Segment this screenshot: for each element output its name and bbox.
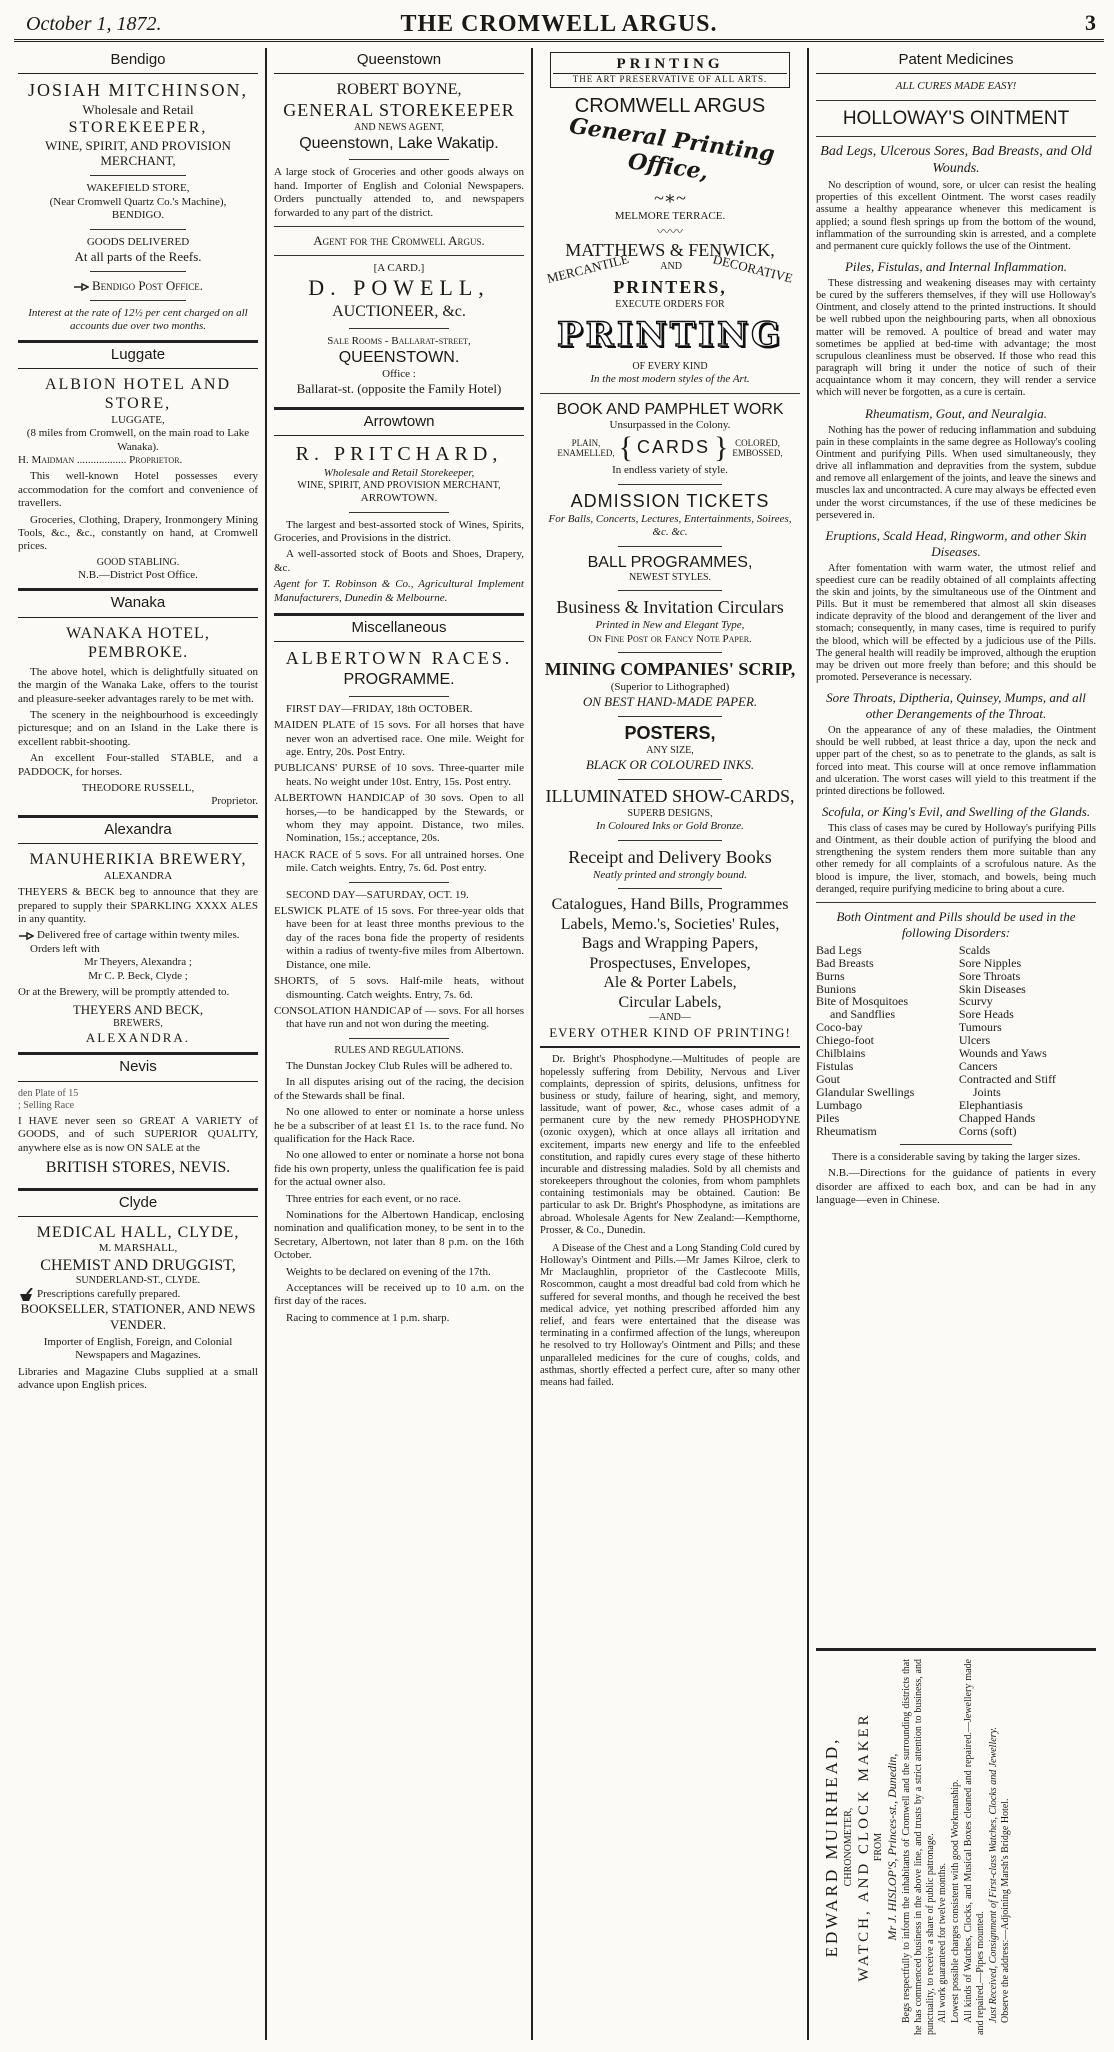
disorder-item: Scalds [958, 942, 991, 957]
cards-block: PLAIN, ENAMELLED, { CARDS } COLORED, EMBOSSED, [557, 431, 783, 465]
disorder-item: and Sandflies [830, 1007, 895, 1022]
ad-line: CHEMIST AND DRUGGIST, [40, 1256, 236, 1274]
race-entry: CONSOLATION HANDICAP of — sovs. For all horses that have run and not won during the meeting. [274, 1004, 524, 1031]
ad-line: D. POWELL, [308, 275, 490, 301]
column-rule [265, 48, 267, 2040]
ad-line: An excellent Four-stalled STABLE, and a PADDOCK, for horses. [18, 752, 258, 778]
ad-line: Orders left with [30, 942, 100, 955]
ad-line: Agent for the Cromwell Argus. [313, 233, 485, 249]
ad-line: NEWEST STYLES. [628, 572, 712, 584]
section-heading: Arrowtown [274, 407, 524, 436]
ad-line: BLACK OR COLOURED INKS. [585, 757, 755, 773]
ad-line: Importer of English, Foreign, and Colonial Newspapers and Magazines. [43, 1335, 233, 1362]
ad-line: Observe the address:—Adjoining Marsh's Bridge Hotel. [1000, 1798, 1012, 2023]
ad-holloway [816, 48, 1096, 1208]
ad-clyde [18, 1188, 258, 1393]
advertiser-name: ROBERT BOYNE, [336, 81, 462, 99]
rule-line: No one allowed to enter or nominate a horse unless he be a subscriber of at least £1 1s. to the race fund. No qualification for the Hack Race. [274, 1106, 524, 1145]
disorder-item: Chapped Hands [958, 1111, 1036, 1126]
ad-line: Agent for T. Robinson & Co., Agricultural Implement Manufacturers, Dunedin & Melbourne. [274, 578, 524, 604]
ad-line: OF EVERY KIND [632, 360, 708, 372]
ad-line: H. Maidman .................. Proprietor. [18, 454, 183, 467]
rule-line: Racing to commence at 1 p.m. sharp. [286, 1311, 450, 1324]
disorder-item: Elephantiasis [958, 1098, 1023, 1113]
ad-line: Lowest possible charges consistent with good Workmanship. [950, 1779, 962, 2023]
ad-fragment: ; Selling Race [18, 1099, 75, 1111]
pointing-hand-icon [18, 930, 34, 942]
advertiser-name: JOSIAH MITCHINSON, [27, 80, 248, 101]
ad-subheading: Both Ointment and Pills should be used in the following Disorders: [836, 908, 1076, 940]
ad-line: Ballarat-st. (opposite the Family Hotel) [296, 381, 502, 397]
ad-line: Queenstown, Lake Wakatip. [299, 134, 499, 152]
ad-line: BENDIGO. [111, 209, 165, 222]
ad-line: Delivered free of cartage within twenty miles. [18, 929, 258, 942]
rotated-ad [816, 1651, 1096, 2040]
ad-line: WINE, SPIRIT, AND PROVISION MERCHANT, [45, 137, 231, 169]
ad-line: In endless variety of style. [612, 464, 728, 477]
ad-luggate [18, 340, 258, 583]
ad-line: ON BEST HAND-MADE PAPER. [582, 694, 758, 710]
rule-line: Weights to be declared on evening of the 17th. [286, 1265, 491, 1278]
ad-line: BOOK AND PAMPHLET WORK [556, 400, 784, 418]
ad-line: ALEXANDRA [103, 869, 173, 882]
advertiser-name: MANUHERIKIA BREWERY, [29, 851, 247, 869]
ad-line: Or at the Brewery, will be promptly attended to. [18, 985, 230, 998]
ad-line: Groceries, Clothing, Drapery, Ironmongery Mining Tools, &c., &c., constantly on hand, at Cromwell prices. [18, 513, 258, 553]
ad-line: Unsurpassed in the Colony. [609, 419, 731, 432]
ad-line: MERCANTILE AND DECORATIVE [545, 251, 795, 287]
ad-line: MATTHEWS & FENWICK, [565, 239, 775, 260]
ad-line: Receipt and Delivery Books [568, 846, 772, 867]
news-paragraph: Dr. Bright's Phosphodyne.—Multitudes of people are hopelessly suffering from Debility, Nervous and Liver complaints, depression of spirits, delusions, unfitness for business or study, failure of hearing, sight, and memory, lassitude, want of power, &c., whose cases admit of a permanent cure by the new remedy PHOSPHODYNE (ozonic oxygen), which at once allays all irritation and excitement, imparts new energy and life to the enfeebled constitution, and rapidly cures every stage of these hitherto incurable and distressing maladies. Sold by all chemists and storekeepers throughout the colonies, from whom pamphlets containing testimonials may be obtained. Caution: Be particular to ask Dr. Bright's Phosphodyne, as imitations are abroad. Wholesale Agents for New Zealand:—Kempthorne, Prosser, & Co., Dunedin. [540, 1054, 800, 1236]
page-number: 3 [1085, 10, 1096, 35]
ad-line: Just Received, Consignment of First-class Watches, Clocks and Jewellery. [987, 1727, 999, 2023]
disorders-list [816, 944, 1096, 1138]
ad-line: BALL PROGRAMMES, [587, 553, 753, 571]
ad-line: FIRST DAY—FRIDAY, 18th OCTOBER. [286, 702, 473, 715]
ad-line: POSTERS, [624, 723, 716, 744]
masthead [14, 6, 1104, 42]
disorder-item: Scurvy [958, 994, 993, 1009]
section-heading: Clyde [18, 1188, 258, 1217]
ad-line: The largest and best-assorted stock of Wines, Spirits, Groceries, and Provisions in the district. [274, 518, 524, 544]
disorder-item: Gout [816, 1072, 840, 1087]
ad-paragraph: No description of wound, sore, or ulcer can resist the healing properties of this excellent Ointment. The worst cases readily assume a healthy appearance whenever this medicament is applied; a sound flesh springs up from the bottom of the wound, inflammation of the surrounding skin is arrested, and a complete and permanent cure quickly follows the use of the Ointment. [816, 180, 1096, 252]
newspaper-title: THE CROMWELL ARGUS. [400, 11, 718, 37]
race-entry: HACK RACE of 5 sovs. For all untrained horses. One mile. Catch weights. Entry, 7s. 6d. Post entry. [274, 848, 524, 875]
ad-line: (Near Cromwell Quartz Co.'s Machine), [49, 195, 227, 208]
disorder-item: Skin Diseases [958, 981, 1026, 996]
ad-line: MELMORE TERRACE. [614, 210, 726, 223]
issue-date: October 1, 1872. [26, 13, 162, 35]
ad-line: Proprietor. [211, 795, 258, 808]
advertiser-name: R. PRITCHARD, [295, 443, 503, 466]
column-4 [810, 48, 1102, 2040]
disorder-item: Joints [972, 1085, 1001, 1100]
rule-line: Three entries for each event, or no race. [286, 1192, 461, 1205]
disorder-item: Bad Breasts [816, 955, 874, 970]
ad-line: Printed in New and Elegant Type, [595, 619, 745, 632]
ad-paragraph: On the appearance of any of these maladies, the Ointment should be well rubbed, at least thrice a day, upon the neck and upper part of the chest, so as to penetrate to the glands, as salt is forced into meat. This course will at once remove inflammation and ulceration. The worst cases will yield to this treatment if the printed directions be followed. [816, 725, 1096, 797]
ad-line: RULES AND REGULATIONS. [334, 1044, 464, 1056]
column-rule [531, 48, 533, 2040]
ad-subheading: Piles, Fistulas, and Internal Inflammation. [844, 259, 1068, 275]
ad-line: GOODS DELIVERED [86, 235, 190, 248]
ad-line: (8 miles from Cromwell, on the main road to Lake Wanaka). [26, 427, 250, 453]
column-3 [534, 48, 806, 2040]
ad-line: CHRONOMETER, [842, 1807, 854, 1887]
disorder-item: Corns (soft) [958, 1124, 1017, 1139]
section-heading: Patent Medicines [816, 48, 1096, 74]
ad-line: Wholesale and Retail [82, 102, 194, 118]
advertiser-name: MEDICAL HALL, CLYDE, [36, 1223, 240, 1241]
disorder-item: Wounds and Yaws [958, 1046, 1047, 1061]
ad-line: SECOND DAY—SATURDAY, OCT. 19. [286, 888, 469, 901]
ad-line: General Printing Office, [567, 112, 777, 185]
ad-line: BREWERS, [113, 1018, 163, 1030]
ad-alexandra [18, 815, 258, 1046]
race-entry: ALBERTOWN HANDICAP of 30 sovs. Open to all horses,—to be handicapped by the Stewards, or whom they may appoint. Distance, two miles. Nomination, 15s.; acceptance, 20s. [274, 792, 524, 845]
ad-line: SUNDERLAND-ST., CLYDE. [75, 1275, 201, 1287]
ad-line: The scenery in the neighbourhood is exceedingly picturesque; and on an Island in the Lake there is excellent rabbit-shooting. [18, 709, 258, 748]
ad-subheading: Eruptions, Scald Head, Ringworm, and other Skin Diseases. [825, 527, 1087, 559]
ad-line: ADMISSION TICKETS [570, 490, 770, 511]
section-heading: Alexandra [18, 815, 258, 844]
disorder-item: Tumours [958, 1020, 1002, 1035]
race-entry: MAIDEN PLATE of 15 sovs. For all horses that have never won an advertised race. One mile. Weight for age. Entry, 20s. Post Entry. [274, 719, 524, 758]
ad-line: PROGRAMME. [343, 671, 455, 689]
ad-paragraph: Nothing has the power of reducing inflammation and subduing pain in these complaints in the same degree as Holloway's cooling Ointment and purifying Pills. When used simultaneously, they drive all inflammation and depravities from the system, subdue and remove all enlargement of the joints, and leave the sinews and muscles lax and uncontracted. A cure may always be effected even under the worst circumstances, if the use of these medicines be persevered in. [816, 424, 1096, 521]
disorder-item: Sore Throats [958, 968, 1021, 983]
ad-title: HOLLOWAY'S OINTMENT [842, 107, 1070, 129]
disorder-item: Coco-bay [816, 1020, 863, 1035]
ad-line: QUEENSTOWN. [338, 349, 460, 367]
ad-line: PRINTERS, [613, 277, 727, 298]
ad-line: The above hotel, which is delightfully situated on the margin of the Wanaka Lake, offers to the tourist and pleasure-seeker advantages rarely to be met with. [18, 665, 258, 705]
ad-line: WATCH, AND CLOCK MAKER [855, 1712, 872, 1982]
advertiser-name: ALBION HOTEL AND STORE, [44, 375, 232, 413]
ornament: ~∗~ [654, 188, 686, 209]
ad-line: CROMWELL ARGUS [574, 95, 766, 118]
ad-line: —AND— [649, 1012, 691, 1024]
ad-subheading: Scofula, or King's Evil, and Swelling of the Glands. [821, 804, 1091, 820]
section-heading: Wanaka [18, 588, 258, 617]
ad-line: Labels, Memo.'s, Societies' Rules, [560, 915, 780, 933]
disorders-list-left [816, 944, 953, 1138]
ad-line: FROM [873, 1832, 885, 1862]
disorder-item: Fistulas [816, 1059, 854, 1074]
disorder-item: Contracted and Stiff [958, 1072, 1056, 1087]
ad-line: N.B.—District Post Office. [78, 569, 198, 582]
section-heading: Bendigo [18, 48, 258, 74]
ad-line: Bendigo Post Office. [18, 278, 258, 294]
disorder-item: Chiego-foot [816, 1033, 874, 1048]
ad-line: EXECUTE ORDERS FOR [615, 299, 725, 311]
section-heading: Miscellaneous [274, 613, 524, 642]
ad-arrowtown [274, 407, 524, 605]
rule-line: Acceptances will be received up to 10 a.m. on the first day of the races. [274, 1282, 524, 1308]
ad-paragraph: After fomentation with warm water, the utmost relief and speediest cure can be readily obtained of all complaints affecting the skin and joints, by the simultaneous use of the Ointment and Pills. But it must be remembered that almost all skin diseases indicate depravity of the blood and derangement of the liver and stomach; consequently, in many cases, time is required to purify the blood, which will be effected by a judicious use of the Pills. The general health will readily be improved, although the eruption may be driven out more freely than before; and this should be promoted. Perseverance is necessary. [816, 562, 1096, 684]
disorder-item: Cancers [958, 1059, 998, 1074]
ad-line: WINE, SPIRIT, AND PROVISION MERCHANT, [297, 479, 501, 491]
ad-line: All work guaranteed for twelve months. [937, 1863, 949, 2023]
ad-line: BOOKSELLER, STATIONER, AND NEWS VENDER. [20, 1300, 256, 1332]
ad-albertown-races [274, 613, 524, 1325]
race-entry: SHORTS, of 5 sovs. Half-mile heats, without dismounting. Catch weights. Entry, 7s. 6d. [274, 975, 524, 1001]
ad-line: This well-known Hotel possesses every accommodation for the comfort and convenience of travellers. [18, 470, 258, 510]
ad-line: AUCTIONEER, &c. [332, 303, 466, 321]
ad-line: Interest at the rate of 12½ per cent charged on all accounts due over two months. [28, 306, 248, 333]
ad-line: ALL CURES MADE EASY! [895, 80, 1017, 93]
advertiser-name: ALBERTOWN RACES. [285, 648, 513, 669]
ad-line: Catalogues, Hand Bills, Programmes [551, 896, 789, 914]
race-entry: PUBLICANS' PURSE of 10 sovs. Three-quarter mile heats. No weight under 10st. Entry, 15s. Post entry. [274, 762, 524, 788]
ad-subheading: Rheumatism, Gout, and Neuralgia. [865, 405, 1047, 421]
ad-fragment: den Plate of 15 [18, 1087, 79, 1099]
column-1 [12, 48, 264, 2040]
ad-line: Mr J. HISLOP'S, Princes-st., Dunedin, [885, 1753, 900, 1941]
race-entry: ELSWICK PLATE of 15 sovs. For three-year olds that have been for at least three months previous to the day of the races bona fide the property of residents within a radius of twenty-five miles from Albertown. Distance, one mile. [274, 905, 524, 971]
ad-line: GOOD STABLING. [96, 556, 180, 568]
ad-line: THEODORE RUSSELL, [81, 782, 195, 795]
ad-line: SUPERB DESIGNS, [627, 808, 713, 820]
disorder-item: Sore Nipples [958, 955, 1022, 970]
ad-line: For Balls, Concerts, Lectures, Entertainments, Soirees, &c. &c. [548, 512, 792, 539]
ad-line: Circular Labels, [618, 993, 722, 1011]
ad-line: Office : [382, 367, 416, 380]
ad-line: In Coloured Inks or Gold Bronze. [596, 820, 744, 833]
ad-line: GENERAL STOREKEEPER [283, 99, 515, 120]
ad-muirhead [816, 1648, 1096, 2040]
ad-line: AND NEWS AGENT, [353, 121, 445, 133]
disorder-item: Sore Heads [958, 1007, 1014, 1022]
column-2 [268, 48, 530, 2040]
mortar-pestle-icon [18, 1288, 34, 1300]
disorder-item: Burns [816, 968, 845, 983]
ad-wanaka [18, 588, 258, 808]
advertiser-name: WANAKA HOTEL, PEMBROKE. [66, 624, 210, 662]
ad-line: Ale & Porter Labels, [603, 974, 737, 992]
disorder-item: Ulcers [958, 1033, 991, 1048]
ad-line: ILLUMINATED SHOW-CARDS, [545, 786, 795, 807]
ad-line: ANY SIZE, [646, 745, 694, 757]
ad-line: A large stock of Groceries and other goods always on hand. Importer of English and Colonial Newspapers. Orders punctually attended to, and newspapers forwarded to any part of the district. [274, 166, 524, 219]
disorder-item: Bad Legs [816, 942, 862, 957]
banner-motto: THE ART PRESERVATIVE OF ALL ARTS. [572, 74, 768, 85]
ad-line: At all parts of the Reefs. [74, 248, 202, 264]
ad-line: Business & Invitation Circulars [556, 597, 784, 618]
ad-line: Bags and Wrapping Papers, [581, 935, 759, 953]
ad-printing-office [540, 52, 800, 1040]
ad-nevis [18, 1052, 258, 1177]
ad-line: BRITISH STORES, NEVIS. [45, 1159, 231, 1177]
section-heading: Queenstown [274, 48, 524, 74]
rule-line: The Dunstan Jockey Club Rules will be adhered to. [286, 1059, 513, 1072]
ad-bendigo [18, 48, 258, 334]
ad-line: WAKEFIELD STORE, [86, 182, 190, 195]
disorder-item: Rheumatism [816, 1124, 877, 1139]
news-paragraph: A Disease of the Chest and a Long Standing Cold cured by Holloway's Ointment and Pills.—Mr James Kilroe, clerk to Mr Maclaughlin, proprietor of the Castlecoote Mills, Roscommon, caught a most dreadful bad cold from which he suffered for several months, and though he received the best medical advice, yet nothing prescribed afforded him any relief, and fears were entertained that the disease was terminating in a confirmed affection of the lungs, whereupon he resolved to try Holloway's Ointment and Pills; and these unparalleled medicines for the cure of coughs, colds, and asthmas, shortly effected a perfect cure, after so many other means had failed. [540, 1242, 800, 1388]
section-heading: Luggate [18, 340, 258, 369]
ad-line: N.B.—Directions for the guidance of patients in every disorder are affixed to each box, and can be had in any language—even in Chinese. [816, 1167, 1096, 1207]
printing-headline: PRINTING [556, 315, 784, 356]
disorders-list-right [959, 944, 1096, 1138]
ad-line: Sale Rooms - Ballarat-street, [327, 334, 471, 347]
ad-line: Begs respectfully to inform the inhabitants of Cromwell and the surrounding districts that he has commenced business in the above line, and trusts by a strict attention to business, and punctuality, to receive a share of public patronage. [901, 1659, 936, 2035]
ad-paragraph: These distressing and weakening diseases may with certainty be cured by the sufferers themselves, if they will use Holloway's Ointment, and closely attend to the printed instructions. It should be well rubbed upon the neighbouring parts, when all obnoxious matter will be removed. A poultice of bread and water may sometimes be applied at bed-time with advantage; the most scrupulous cleanliness must be observed. If those who read this paragraph will bring it under the notice of such of their acquaintance whom it may concern, they will render a service which will never be forgotten, as a cure is certain. [816, 277, 1096, 399]
ad-line: Mr Theyers, Alexandra ; [84, 956, 192, 969]
disorder-item: Bunions [816, 981, 857, 996]
ad-line: MINING COMPANIES' SCRIP, [544, 659, 796, 680]
ornament: 〰〰 [656, 223, 683, 239]
ad-line: THEYERS & BECK beg to announce that they are prepared to supply their SPARKLING XXXX ALES in any quantity. [18, 886, 258, 925]
column-rule [807, 48, 809, 2040]
ad-line: There is a considerable saving by taking the larger sizes. [831, 1150, 1081, 1163]
disorder-item: Glandular Swellings [816, 1085, 915, 1100]
ad-line: ALEXANDRA. [85, 1030, 191, 1046]
ad-line: Prescriptions carefully prepared. [18, 1288, 258, 1301]
disorder-item: Lumbago [816, 1098, 862, 1113]
banner-title: PRINTING [553, 55, 787, 74]
ad-subheading: Sore Throats, Diptheria, Quinsey, Mumps, and all other Derangements of the Throat. [826, 690, 1086, 722]
rule-line: No one allowed to enter or nominate a horse not bona fide his own property, unless the qualification fee is paid for the actual owner also. [274, 1149, 524, 1189]
ad-line: EVERY OTHER KIND OF PRINTING! [549, 1024, 791, 1040]
ad-line: A well-assorted stock of Boots and Shoes, Drapery, &c. [274, 548, 524, 574]
ad-line: ARROWTOWN. [360, 492, 438, 505]
printing-banner [550, 52, 790, 88]
ad-subheading: Bad Legs, Ulcerous Sores, Bad Breasts, and Old Wounds. [820, 143, 1092, 176]
rule-line: In all disputes arising out of the racing, the decision of the Stewards shall be final. [274, 1076, 524, 1102]
ad-line: Neatly printed and strongly bound. [593, 868, 747, 881]
ad-line: [A CARD.] [373, 261, 425, 274]
ad-line: LUGGATE, [111, 413, 165, 426]
ad-line: Prospectuses, Envelopes, [589, 954, 751, 972]
ad-line: THEYERS AND BECK, [72, 1002, 204, 1018]
ad-line: Mr C. P. Beck, Clyde ; [88, 969, 188, 982]
ad-line: M. MARSHALL, [98, 1242, 178, 1255]
disorder-item: Bite of Mosquitoes [816, 994, 908, 1009]
ad-paragraph: This class of cases may be cured by Holloway's purifying Pills and Ointment, as their double action of purifying the blood and strengthening the system renders them more suitable than any other remedy for all complaints of a scrofulous nature. As the blood is impure, the liver, stomach, and bowels, being much deranged, require purifying medicine to bring about a cure. [816, 822, 1096, 895]
pointing-hand-icon [73, 281, 89, 293]
ad-line: (Superior to Lithographed) [610, 681, 730, 694]
disorder-item: Piles [816, 1111, 840, 1126]
rule-line: Nominations for the Albertown Handicap, enclosing nomination and qualification money, to be sent in to the Secretary, Albertown, not later than 8 p.m. on the 16th October. [274, 1208, 524, 1262]
ad-line: All kinds of Watches, Clocks, and Musical Boxes cleaned and repaired.—Jewellery made and repaired.—Pipes mounted. [963, 1659, 986, 2035]
ad-line: Libraries and Magazine Clubs supplied at a small advance upon English prices. [18, 1365, 258, 1391]
ad-line: STOREKEEPER, [68, 119, 208, 137]
disorder-item: Chilblains [816, 1046, 866, 1061]
ad-line: Wholesale and Retail Storekeeper, [323, 466, 475, 479]
ad-line: In the most modern styles of the Art. [590, 373, 750, 386]
ad-queenstown [274, 48, 524, 397]
ad-line: On Fine Post or Fancy Note Paper. [588, 632, 752, 645]
section-heading: Nevis [18, 1052, 258, 1081]
ad-line: I HAVE never seen so GREAT A VARIETY of GOODS, and of such SUPERIOR QUALITY, anywhere else as is now ON SALE at the [18, 1114, 258, 1154]
advertiser-name: EDWARD MUIRHEAD, [822, 1736, 841, 1958]
